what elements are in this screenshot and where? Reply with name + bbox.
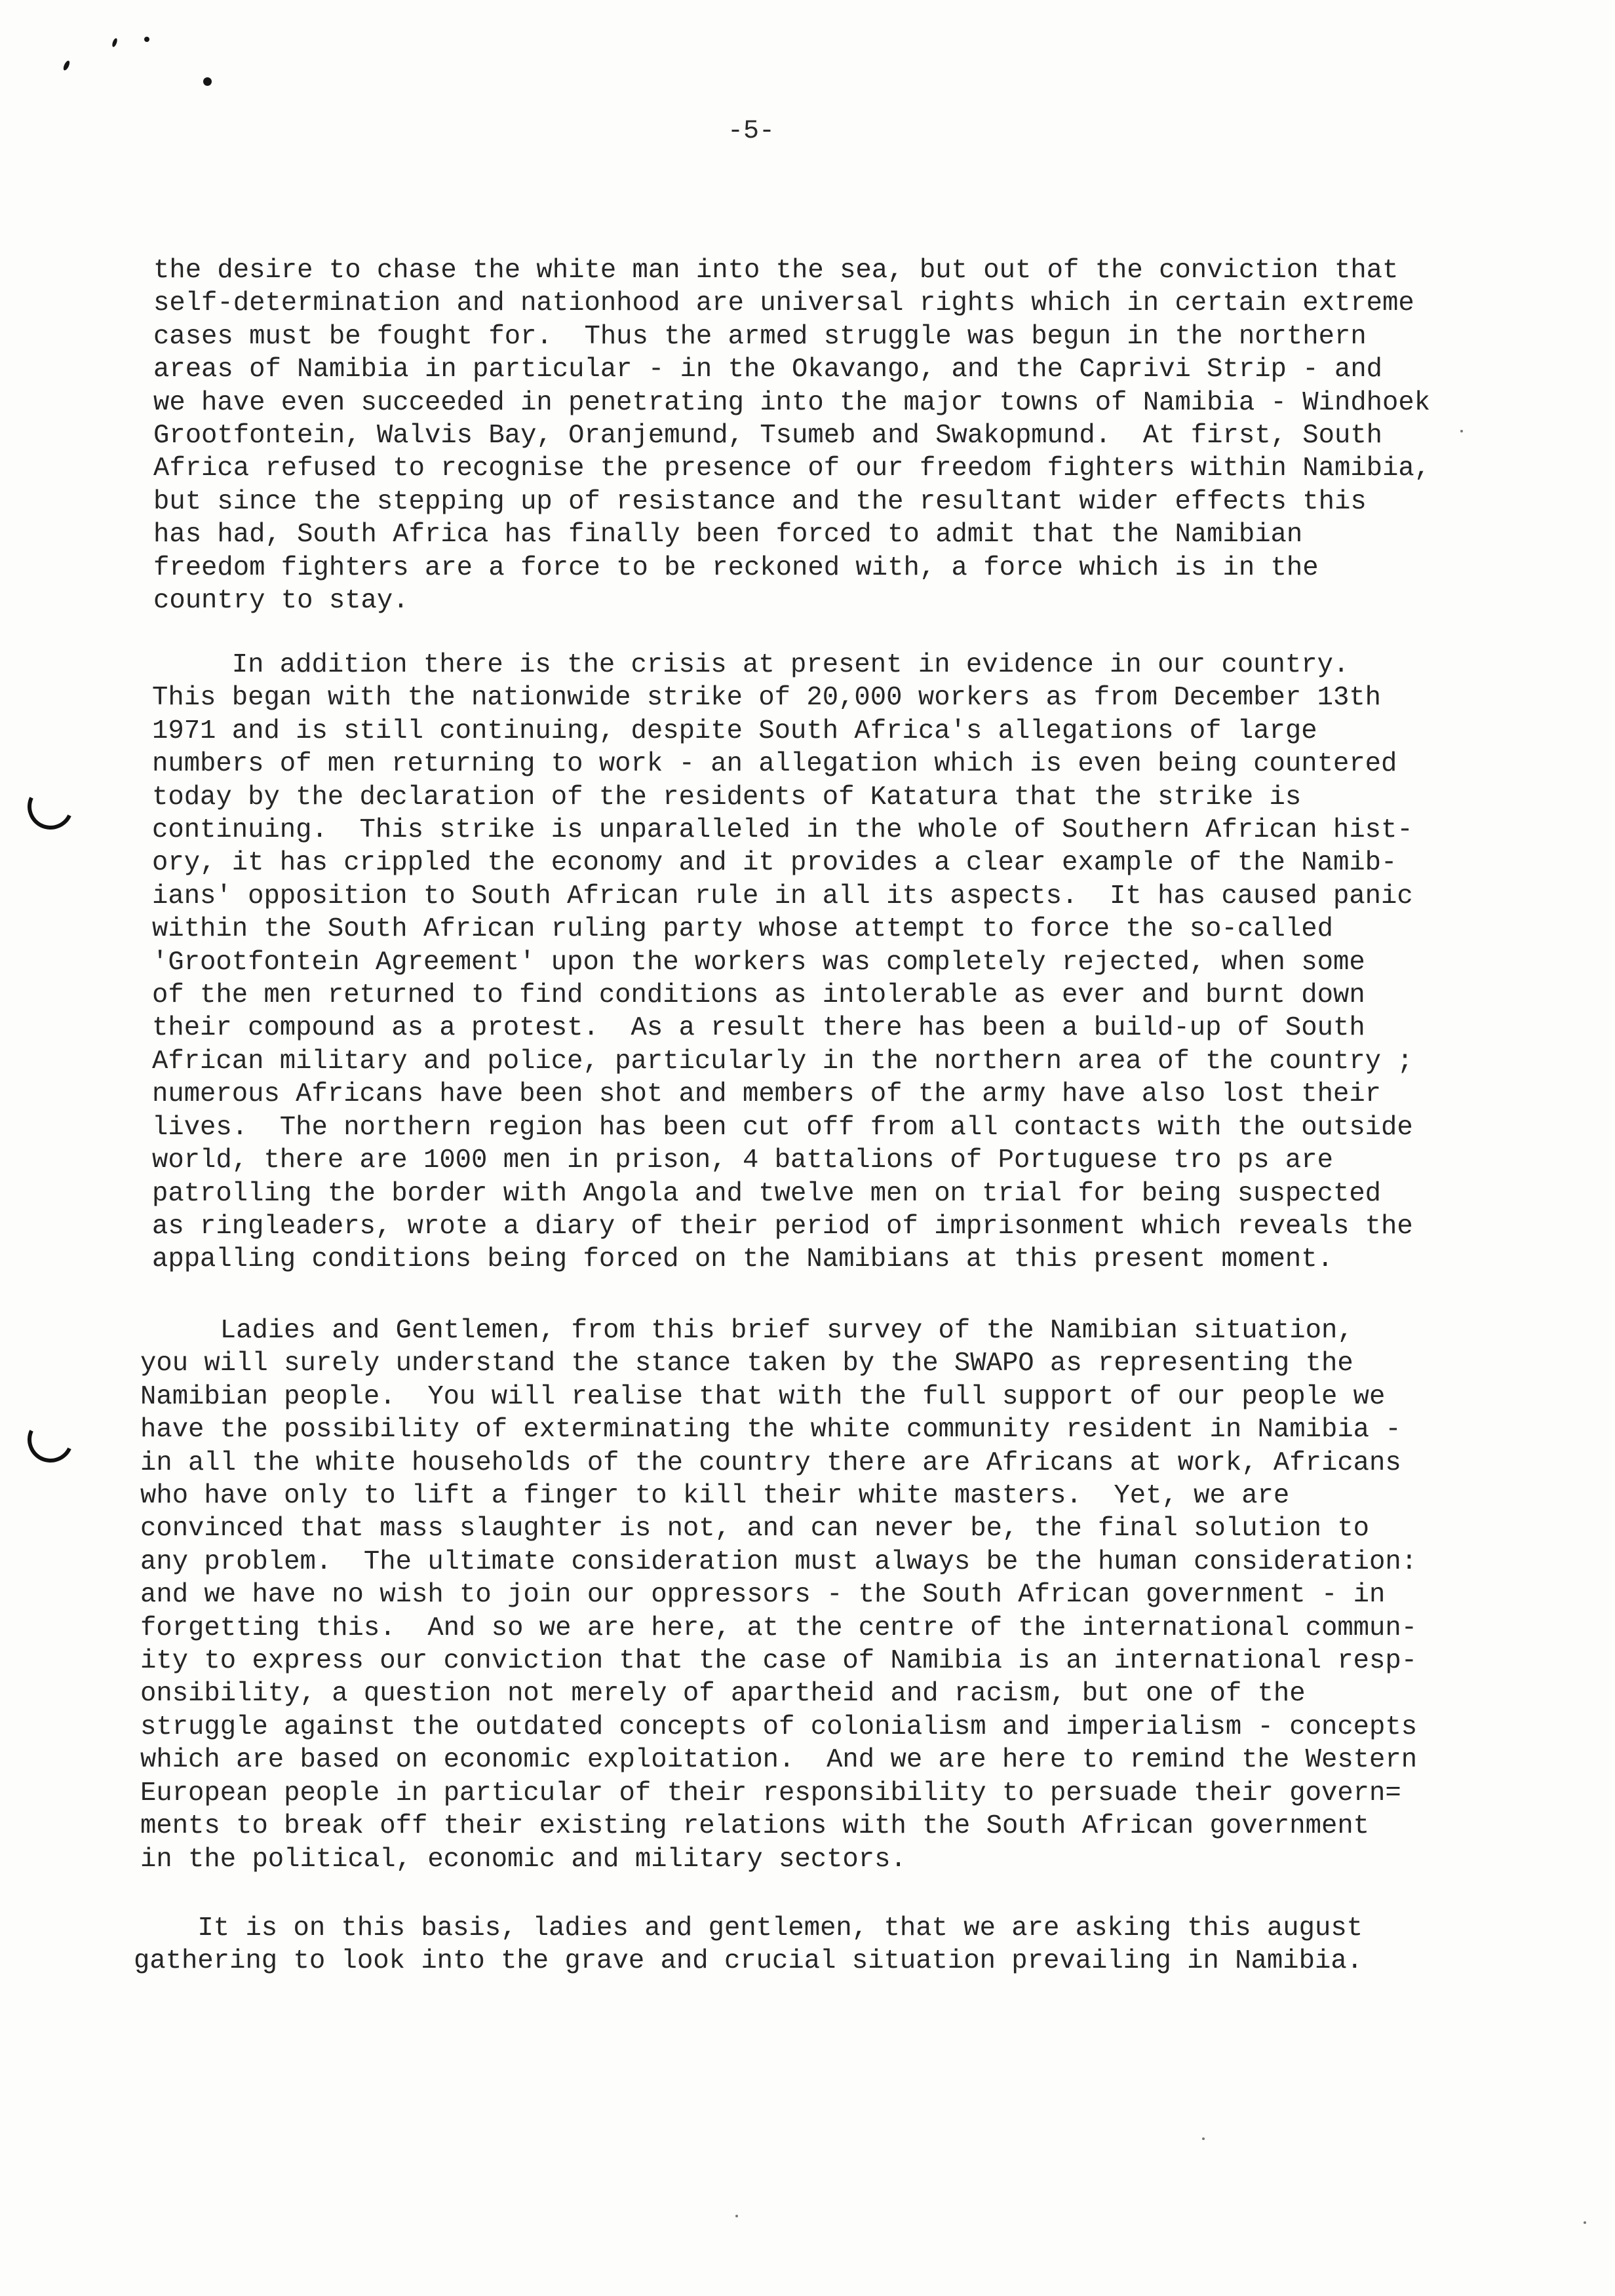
text-line: gathering to look into the grave and crucial situation prevailing in Namibia.: [134, 1946, 1363, 1977]
text-line: patrolling the border with Angola and twelve men on trial for being suspected: [152, 1178, 1382, 1209]
text-line: It is on this basis, ladies and gentlemen, that we are asking this august: [134, 1913, 1363, 1943]
text-line: today by the declaration of the residents of Katatura that the strike is: [152, 782, 1302, 813]
paragraph-2: [152, 649, 1413, 1276]
text-line: ians' opposition to South African rule in all its aspects. It has caused panic: [152, 881, 1413, 911]
text-line: numbers of men returning to work - an allegation which is even being countered: [152, 749, 1397, 780]
text-line: has had, South Africa has finally been forced to admit that the Namibian: [153, 520, 1303, 550]
text-line: world, there are 1000 men in prison, 4 battalions of Portuguese tro ps are: [152, 1145, 1333, 1176]
text-line: cases must be fought for. Thus the armed struggle was begun in the northern: [153, 321, 1367, 352]
text-line: African military and police, particularly in the northern area of the country ;: [152, 1046, 1413, 1077]
speck: [1202, 2137, 1205, 2140]
text-line: 1971 and is still continuing, despite South Africa's allegations of large: [152, 716, 1317, 746]
text-line: the desire to chase the white man into the sea, but out of the conviction that: [153, 256, 1399, 286]
text-line: ity to express our conviction that the case of Namibia is an international resp-: [140, 1646, 1418, 1677]
text-line: appalling conditions being forced on the Namibians at this present moment.: [152, 1244, 1333, 1275]
text-line: their compound as a protest. As a result there has been a build-up of South: [152, 1013, 1365, 1044]
text-line: continuing. This strike is unparalleled in the whole of Southern African hist-: [152, 815, 1413, 846]
punch-hole-mark: [21, 777, 80, 836]
text-line: numerous Africans have been shot and members of the army have also lost their: [152, 1079, 1382, 1110]
text-line: within the South African ruling party whose attempt to force the so-called: [152, 914, 1333, 945]
text-line: and we have no wish to join our oppressors - the South African government - in: [140, 1580, 1386, 1611]
speck: [1584, 2221, 1586, 2224]
text-line: 'Grootfontein Agreement' upon the workers was completely rejected, when some: [152, 947, 1365, 978]
text-line: which are based on economic exploitation. And we are here to remind the Western: [140, 1745, 1418, 1776]
text-line: onsibility, a question not merely of apartheid and racism, but one of the: [140, 1679, 1306, 1710]
text-line: you will surely understand the stance taken by the SWAPO as representing the: [140, 1349, 1353, 1379]
text-line: This began with the nationwide strike of 20,000 workers as from December 13th: [152, 683, 1382, 714]
text-line: ments to break off their existing relations with the South African government: [140, 1811, 1370, 1842]
ink-mark: [62, 60, 71, 71]
text-line: freedom fighters are a force to be reckoned with, a force which is in the: [153, 552, 1319, 583]
paragraph-3: [140, 1314, 1417, 1876]
text-line: in the political, economic and military sectors.: [140, 1844, 906, 1875]
text-line: self-determination and nationhood are universal rights which in certain extreme: [153, 288, 1414, 319]
text-line: Ladies and Gentlemen, from this brief survey of the Namibian situation,: [140, 1316, 1353, 1346]
text-line: Africa refused to recognise the presence of our freedom fighters within Namibia,: [153, 453, 1431, 484]
ink-mark: [111, 37, 118, 47]
text-line: convinced that mass slaughter is not, and can never be, the final solution to: [140, 1514, 1370, 1544]
text-line: lives. The northern region has been cut off from all contacts with the outside: [152, 1112, 1413, 1143]
text-line: country to stay.: [153, 586, 409, 617]
text-line: struggle against the outdated concepts of colonialism and imperialism - concepts: [140, 1712, 1418, 1742]
text-line: we have even succeeded in penetrating into the major towns of Namibia - Windhoek: [153, 387, 1431, 418]
text-line: forgetting this. And so we are here, at the centre of the international commun-: [140, 1613, 1418, 1643]
paragraph-1: [153, 254, 1430, 617]
ink-mark: [203, 77, 212, 86]
ink-mark: [144, 37, 149, 42]
text-line: of the men returned to find conditions as intolerable as ever and burnt down: [152, 980, 1365, 1011]
speck: [735, 2215, 738, 2217]
text-line: areas of Namibia in particular - in the Okavango, and the Caprivi Strip - and: [153, 354, 1383, 385]
text-line: in all the white households of the country there are Africans at work, Africans: [140, 1447, 1401, 1478]
text-line: Namibian people. You will realise that with the full support of our people we: [140, 1381, 1386, 1412]
speck: [1460, 430, 1463, 432]
text-line: who have only to lift a finger to kill their white masters. Yet, we are: [140, 1481, 1290, 1512]
text-line: any problem. The ultimate consideration must always be the human consideration:: [140, 1546, 1418, 1577]
text-line: European people in particular of their responsibility to persuade their govern=: [140, 1778, 1401, 1808]
text-line: In addition there is the crisis at present in evidence in our country.: [152, 650, 1350, 680]
text-line: have the possibility of exterminating the white community resident in Namibia -: [140, 1415, 1401, 1445]
paragraph-4: [134, 1912, 1363, 1978]
text-line: ory, it has crippled the economy and it provides a clear example of the Namib-: [152, 848, 1397, 879]
text-line: as ringleaders, wrote a diary of their period of imprisonment which reveals the: [152, 1211, 1413, 1242]
text-line: but since the stepping up of resistance and the resultant wider effects this: [153, 486, 1367, 517]
punch-hole-mark: [21, 1410, 80, 1469]
text-line: Grootfontein, Walvis Bay, Oranjemund, Tsumeb and Swakopmund. At first, South: [153, 421, 1383, 451]
page-number: -5-: [728, 117, 775, 146]
